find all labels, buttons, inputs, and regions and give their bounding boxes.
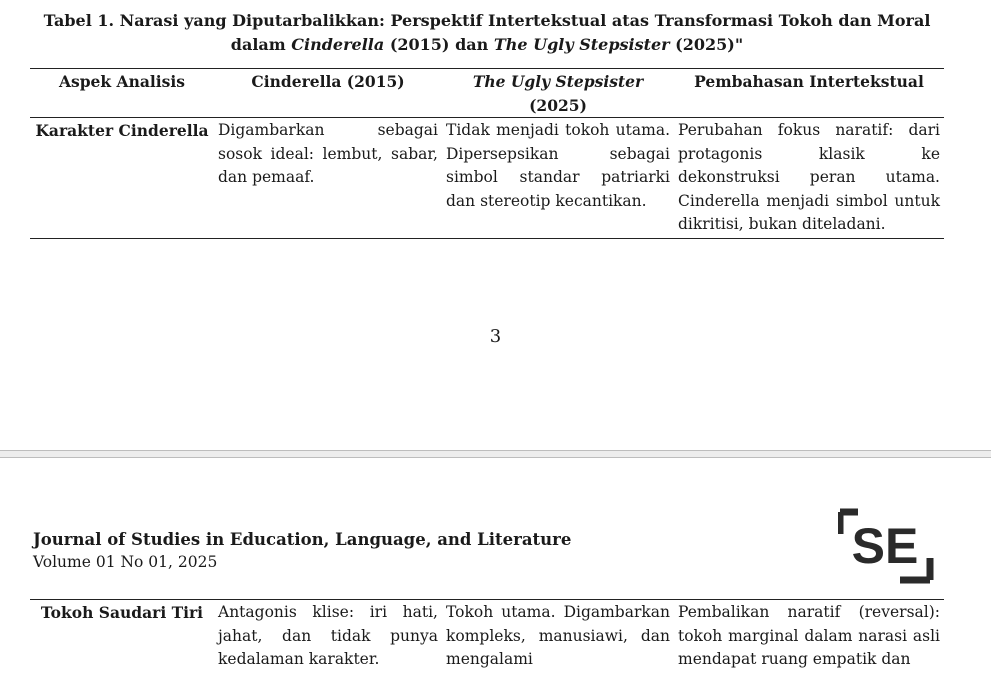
page-separator <box>0 450 991 458</box>
cell-cinderella: Digambarkan sebagai sosok ideal: lembut, sabar, dan pemaaf. <box>214 118 442 239</box>
cell-stepsister: Tokoh utama. Digambarkan kompleks, manusiawi, dan mengalami <box>442 600 674 672</box>
page-number: 3 <box>489 326 502 347</box>
table-row <box>30 118 944 239</box>
header-stepsister <box>442 69 674 118</box>
table-header-row <box>30 69 944 118</box>
caption-text-2: (2015) dan <box>384 35 494 54</box>
cell-discussion: Perubahan fokus naratif: dari protagonis klasik ke dekonstruksi peran utama. Cinderella menjadi simbol untuk dikritisi, bukan diteladani. <box>674 118 944 239</box>
cell-discussion: Pembalikan naratif (reversal): tokoh marginal dalam narasi asli mendapat ruang empatik dan <box>674 600 944 672</box>
header-stepsister-title: The Ugly Stepsister <box>472 72 644 91</box>
header-discussion: Pembahasan Intertekstual <box>674 69 944 118</box>
caption-italic-title-2: The Ugly Stepsister <box>493 35 670 54</box>
header-stepsister-year: (2025) <box>529 95 587 115</box>
analysis-table-continued <box>30 599 944 672</box>
row-aspect-label: Tokoh Saudari Tiri <box>30 600 214 672</box>
journal-volume: Volume 01 No 01, 2025 <box>33 553 218 571</box>
caption-text-3: (2025)" <box>669 35 744 54</box>
analysis-table <box>30 68 944 239</box>
caption-text: Tabel 1. Narasi yang Diputarbalikkan: Perspektif Intertekstual atas Transformasi Tokoh dan Moral dalam <box>43 11 931 54</box>
journal-title: Journal of Studies in Education, Language, and Literature <box>33 530 572 549</box>
journal-logo <box>838 508 934 584</box>
header-cinderella: Cinderella (2015) <box>214 69 442 118</box>
cell-cinderella: Antagonis klise: iri hati, jahat, dan tidak punya kedalaman karakter. <box>214 600 442 672</box>
row-aspect-label: Karakter Cinderella <box>30 118 214 239</box>
table-row <box>30 600 944 672</box>
cell-stepsister: Tidak menjadi tokoh utama. Dipersepsikan sebagai simbol standar patriarki dan stereotip kecantikan. <box>442 118 674 239</box>
table-caption <box>30 9 944 57</box>
document-page-2 <box>0 458 991 694</box>
caption-italic-title-1: Cinderella <box>291 35 385 54</box>
logo-text: SE <box>851 518 919 574</box>
header-aspect: Aspek Analisis <box>30 69 214 118</box>
